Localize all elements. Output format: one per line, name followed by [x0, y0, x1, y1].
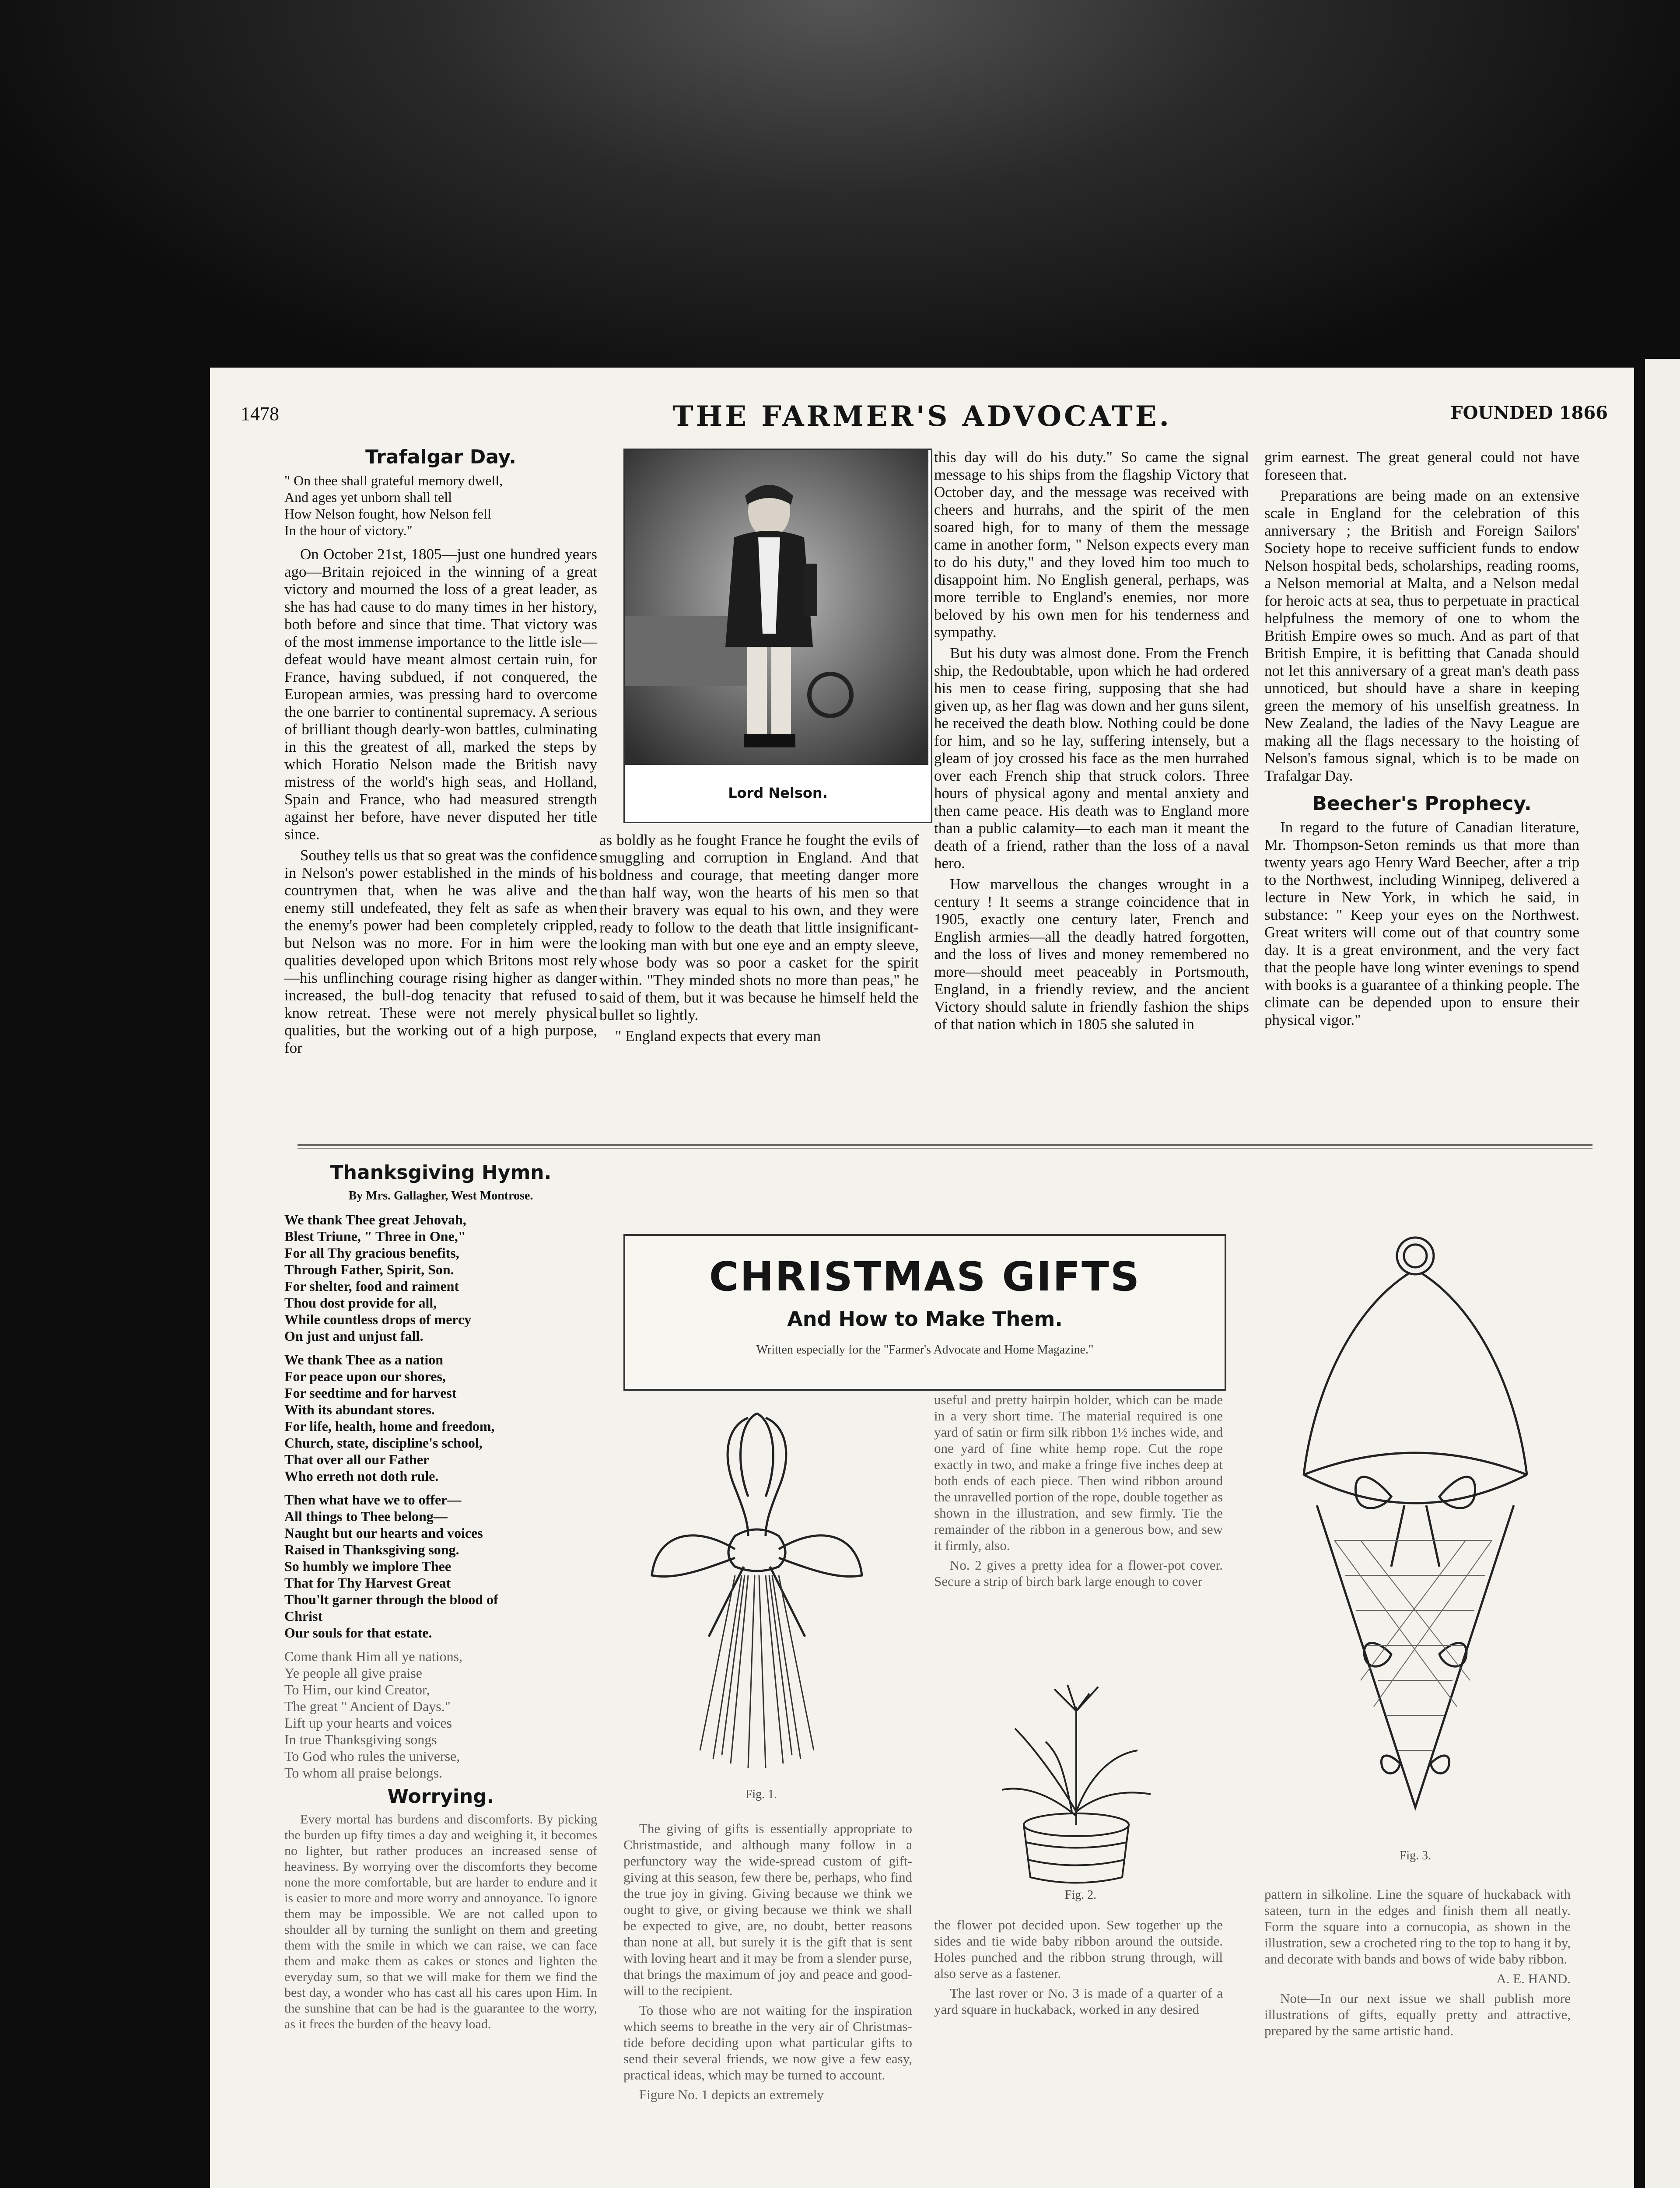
trafalgar-paragraph-2: Southey tells us that so great was the confidence in Nelson's power established in the minds of his countrymen that, when he was alive and the enemy still undefeated, they felt as safe as when the enemy's power had been completely crippled, but Nelson was no more. For in him were the qualities developed upon which Britons most rely—his unflinching courage rising higher as danger increased, the bull-dog tenacity that refused to know retreat. These were not merely physical qualities, but the working out of a high purpose, for — [284, 847, 597, 1056]
page-number: 1478 — [241, 403, 279, 424]
adjacent-page-edge — [1645, 359, 1680, 2188]
hymn-title: Thanksgiving Hymn. — [330, 1161, 552, 1184]
figure-1-caption: Fig. 1. — [745, 1788, 777, 1801]
trafalgar-paragraph-1: On October 21st, 1805—just one hundred years ago—Britain rejoiced in the winning of a great victory and mourned the loss of a great leader, as she has had cause to do many times in her history, both before and since that time. That victory was of the most immense importance to the little isle—defeat would have meant almost certain ruin, for France, having subdued, if not conquered, the European armies, was pressing hard to overcome the one barrier to continental supremacy. A serious of brilliant though dearly-won battles, culminating in this the greatest of all, marked the steps by which Horatio Nelson made the British navy mistress of the world's high seas, and Holland, Spain and France, who had measured strength against her before, have never disputed her title since. — [284, 546, 597, 843]
hymn-stanza-3: Then what have we to offer— All things to Thee belong— Naught but our hearts and voices Raised in Thanksgiving song. So humbly we implore Thee That for Thy Harvest Great Thou'lt garner through the blood of Christ Our souls for that estate. — [284, 1492, 498, 1641]
figure-3-caption: Fig. 3. — [1399, 1849, 1432, 1862]
trafalgar-paragraph-9: Preparations are being made on an extensive scale in England for the celebration of this anniversary ; the British and Foreign Sailors' Society hope to receive sufficient funds to endow Nelson hospital beds, scholarships, reading rooms, a Nelson memorial at Malta, and a Nelson medal for heroic acts at sea, thus to perpetuate in practical helpfulness the memory of one to whom the British Empire owes so much. And as part of that British Empire, it is befitting that Canada should not let this anniversary of a great man's death pass unnoticed, but should have a share in keeping green the memory of his unselfish greatness. In New Zealand, the ladies of the Navy League are making all the flags necessary to the hoisting of Nelson's famous signal, which is to be made on Trafalgar Day. — [1264, 487, 1579, 784]
christmas-column-2b — [934, 1917, 1223, 2021]
nelson-portrait — [623, 449, 932, 823]
column-4 — [1264, 449, 1579, 1032]
section-rule-double — [298, 1148, 1592, 1149]
christmas-paragraph-8: pattern in silkoline. Line the square of huckaback with sateen, turn in the edges and finish them all neatly. Form the square into a cornucopia, as shown in the illustration, sew a crocheted ring to the top to hang it by, and decorate with bands and bows of wide baby ribbon. — [1264, 1886, 1571, 1967]
christmas-column-3 — [1264, 1886, 1571, 2042]
figure-2 — [945, 1680, 1216, 1908]
beecher-title: Beecher's Prophecy. — [1312, 792, 1532, 815]
christmas-paragraph-2: To those who are not waiting for the inspiration which seems to breathe in the very air of Christmas-tide before deciding upon what particular gifts to send their several friends, we now give a few easy, practical ideas, which may be turned to account. — [623, 2002, 912, 2083]
trafalgar-verse: " On thee shall grateful memory dwell, And ages yet unborn shall tell How Nelson fought, how Nelson fell In the hour of victory." — [284, 473, 503, 538]
hymn-byline: By Mrs. Gallagher, West Montrose. — [348, 1189, 533, 1203]
christmas-paragraph-1: The giving of gifts is essentially appropriate to Christmastide, and although many follow in a perfunctory way the wide-spread custom of gift-giving at this season, few there be, perhaps, who find the true joy in giving. Giving because we think we ought to give, or giving because we think we shall be expected to give, are, no doubt, better reasons than none at all, but surely it is the gift that is sent with loving heart and it may be from a slender purse, that brings the maximum of joy and peace and good-will to the recipient. — [623, 1821, 912, 1998]
hymn-stanza-2: We thank Thee as a nation For peace upon our shores, For seedtime and for harvest With its abundant stores. For life, health, home and freedom, Church, state, discipline's school, That over all our Father Who erreth not doth rule. — [284, 1352, 495, 1484]
figure-1 — [604, 1392, 919, 1812]
christmas-paragraph-7: The last rover or No. 3 is made of a quarter of a yard square in huckaback, worked in any desired — [934, 1985, 1223, 2017]
christmas-paragraph-9: Note—In our next issue we shall publish more illustrations of gifts, equally pretty and attractive, prepared by the same artistic hand. — [1264, 1991, 1571, 2038]
christmas-gifts-subtitle: And How to Make Them. — [787, 1307, 1063, 1331]
christmas-column-2 — [934, 1392, 1223, 1593]
page-header — [210, 400, 1634, 433]
section-rule — [298, 1144, 1592, 1146]
christmas-paragraph-5: No. 2 gives a pretty idea for a flower-pot cover. Secure a strip of birch bark large enough to cover — [934, 1557, 1223, 1589]
column-2 — [599, 831, 919, 1048]
cornucopia-illustration — [1247, 1225, 1584, 1847]
trafalgar-paragraph-6: But his duty was almost done. From the French ship, the Redoubtable, upon which he had ordered his men to cease firing, supposing that she had given up, as her flag was down and her guns silent, he received the death blow. Nothing could be done for him, and so he lay, suffering intensely, but a gleam of joy crossed his face as the men hurrahed over each French ship that struck colors. Three hours of physical agony and mental anxiety and then came peace. His death was to England more than a public calamity—to each man it meant the death of a friend, rather than the loss of a naval hero. — [934, 645, 1249, 872]
christmas-paragraph-4: useful and pretty hairpin holder, which can be made in a very short time. The material required is one yard of satin or firm silk ribbon 1½ inches wide, and one yard of fine white hemp rope. Cut the rope exactly in two, and make a fringe five inches deep at both ends of each piece. Then wind ribbon around the unravelled portion of the rope, double together as shown in the illustration, and sew firmly. Tie the remainder of the ribbon in a generous bow, and sew it firmly, also. — [934, 1392, 1223, 1553]
column-3 — [934, 449, 1249, 1037]
trafalgar-paragraph-3: as boldly as he fought France he fought the evils of smuggling and corruption in England. And that boldness and courage, that meeting danger more than half way, won the hearts of his men so that their bravery was equal to his own, and they were ready to follow to the death that little insignificant-looking man with but one eye and an empty sleeve, whose body was so poor a casket for the spirit within. "They minded shots no more than peas," he said of them, but it was because he himself held the bullet so lightly. — [599, 831, 919, 1024]
christmas-gifts-note: Written especially for the "Farmer's Advocate and Home Magazine." — [756, 1343, 1094, 1357]
christmas-signoff: A. E. HAND. — [1496, 1971, 1571, 1986]
beecher-text: In regard to the future of Canadian literature, Mr. Thompson-Seton reminds us that more than twenty years ago Henry Ward Beecher, after a trip to the Northwest, including Winnipeg, delivered a lecture in New York, in which he said, in substance: " Keep your eyes on the Northwest. Great writers will come out of that country some day. It is a great environment, and the very fact that the people have long winter evenings to spend with books is a guarantee of a thinking people. The climate can be depended upon to ensure their physical vigor." — [1264, 819, 1579, 1028]
portrait-caption: Lord Nelson. — [728, 785, 828, 801]
hairpin-holder-illustration — [604, 1392, 919, 1785]
flower-pot-illustration — [945, 1680, 1216, 1886]
christmas-column-1 — [623, 1820, 912, 2106]
trafalgar-paragraph-5: this day will do his duty." So came the signal message to his ships from the flagship Victory that October day, and the message was received with cheers and hurrahs, and the spirit of the men soared high, for to many of them the message came in another form, " Nelson expects every man to do his duty," and they loved him too much to disappoint him. No English general, perhaps, was more terrible to England's enemies, nor more beloved by his own men for his tenderness and sympathy. — [934, 449, 1249, 641]
column-1 — [284, 446, 597, 1060]
worrying-text: Every mortal has burdens and discomforts. By picking the burden up fifty times a day and weighing it, it becomes no lighter, but rather produces an increased sense of heaviness. By worrying over the discomforts they become none the more comfortable, but are harder to endure and it is easier to more and more worry and annoyance. To ignore them may be impossible. We are not called upon to shoulder all by turning the sunlight on them and greeting them with the smile in which we can raise, we can face them and make them as cakes or stones and lighten the everyday sum, so that we will make for them we find the best day, a wonder who has cast all his cares upon Him. In the sunshine that can be had is the guarantee to the worry, as it frees the burden of the heavy load. — [284, 1812, 597, 2031]
founded-note: FOUNDED 1866 — [1450, 403, 1608, 423]
hymn-column — [284, 1161, 597, 2036]
christmas-gifts-title: CHRISTMAS GIFTS — [709, 1253, 1141, 1300]
trafalgar-paragraph-7: How marvellous the changes wrought in a century ! It seems a strange coincidence that in 1905, exactly one century later, French and English armies—all the deadly hatred forgotten, and the loss of lives and money remembered no more—should meet peaceably in Portsmouth, England, in a friendly review, and the ancient Victory should salute in friendly fashion the ships of that nation which in 1805 she saluted in — [934, 876, 1249, 1033]
figure-2-caption: Fig. 2. — [1064, 1888, 1097, 1902]
figure-3 — [1247, 1225, 1584, 1873]
trafalgar-paragraph-8: grim earnest. The great general could not have foreseen that. — [1264, 449, 1579, 483]
worrying-title: Worrying. — [387, 1785, 494, 1808]
christmas-paragraph-6: the flower pot decided upon. Sew together up the sides and tie wide baby ribbon around the outside. Holes punched and the ribbon strung through, will also serve as a fastener. — [934, 1917, 1223, 1981]
trafalgar-title: Trafalgar Day. — [365, 446, 516, 468]
scan-background-top — [0, 0, 1680, 394]
hymn-stanza-1: We thank Thee great Jehovah, Blest Triune, " Three in One," For all Thy gracious benefits, Through Father, Spirit, Son. For shelter, food and raiment Thou dost provide for all, While countless drops of mercy On just and unjust fall. — [284, 1212, 472, 1344]
masthead: THE FARMER'S ADVOCATE. — [672, 400, 1172, 433]
hymn-stanza-4: Come thank Him all ye nations, Ye people all give praise To Him, our kind Creator, The great " Ancient of Days." Lift up your hearts and voices In true Thanksgiving songs To God who rules the universe, To whom all praise belongs. — [284, 1648, 463, 1781]
nelson-portrait-image — [625, 450, 928, 765]
christmas-gifts-box — [623, 1234, 1226, 1391]
newspaper-page — [210, 368, 1634, 2188]
trafalgar-paragraph-4: " England expects that every man — [615, 1027, 821, 1045]
christmas-paragraph-3: Figure No. 1 depicts an extremely — [639, 2087, 824, 2102]
